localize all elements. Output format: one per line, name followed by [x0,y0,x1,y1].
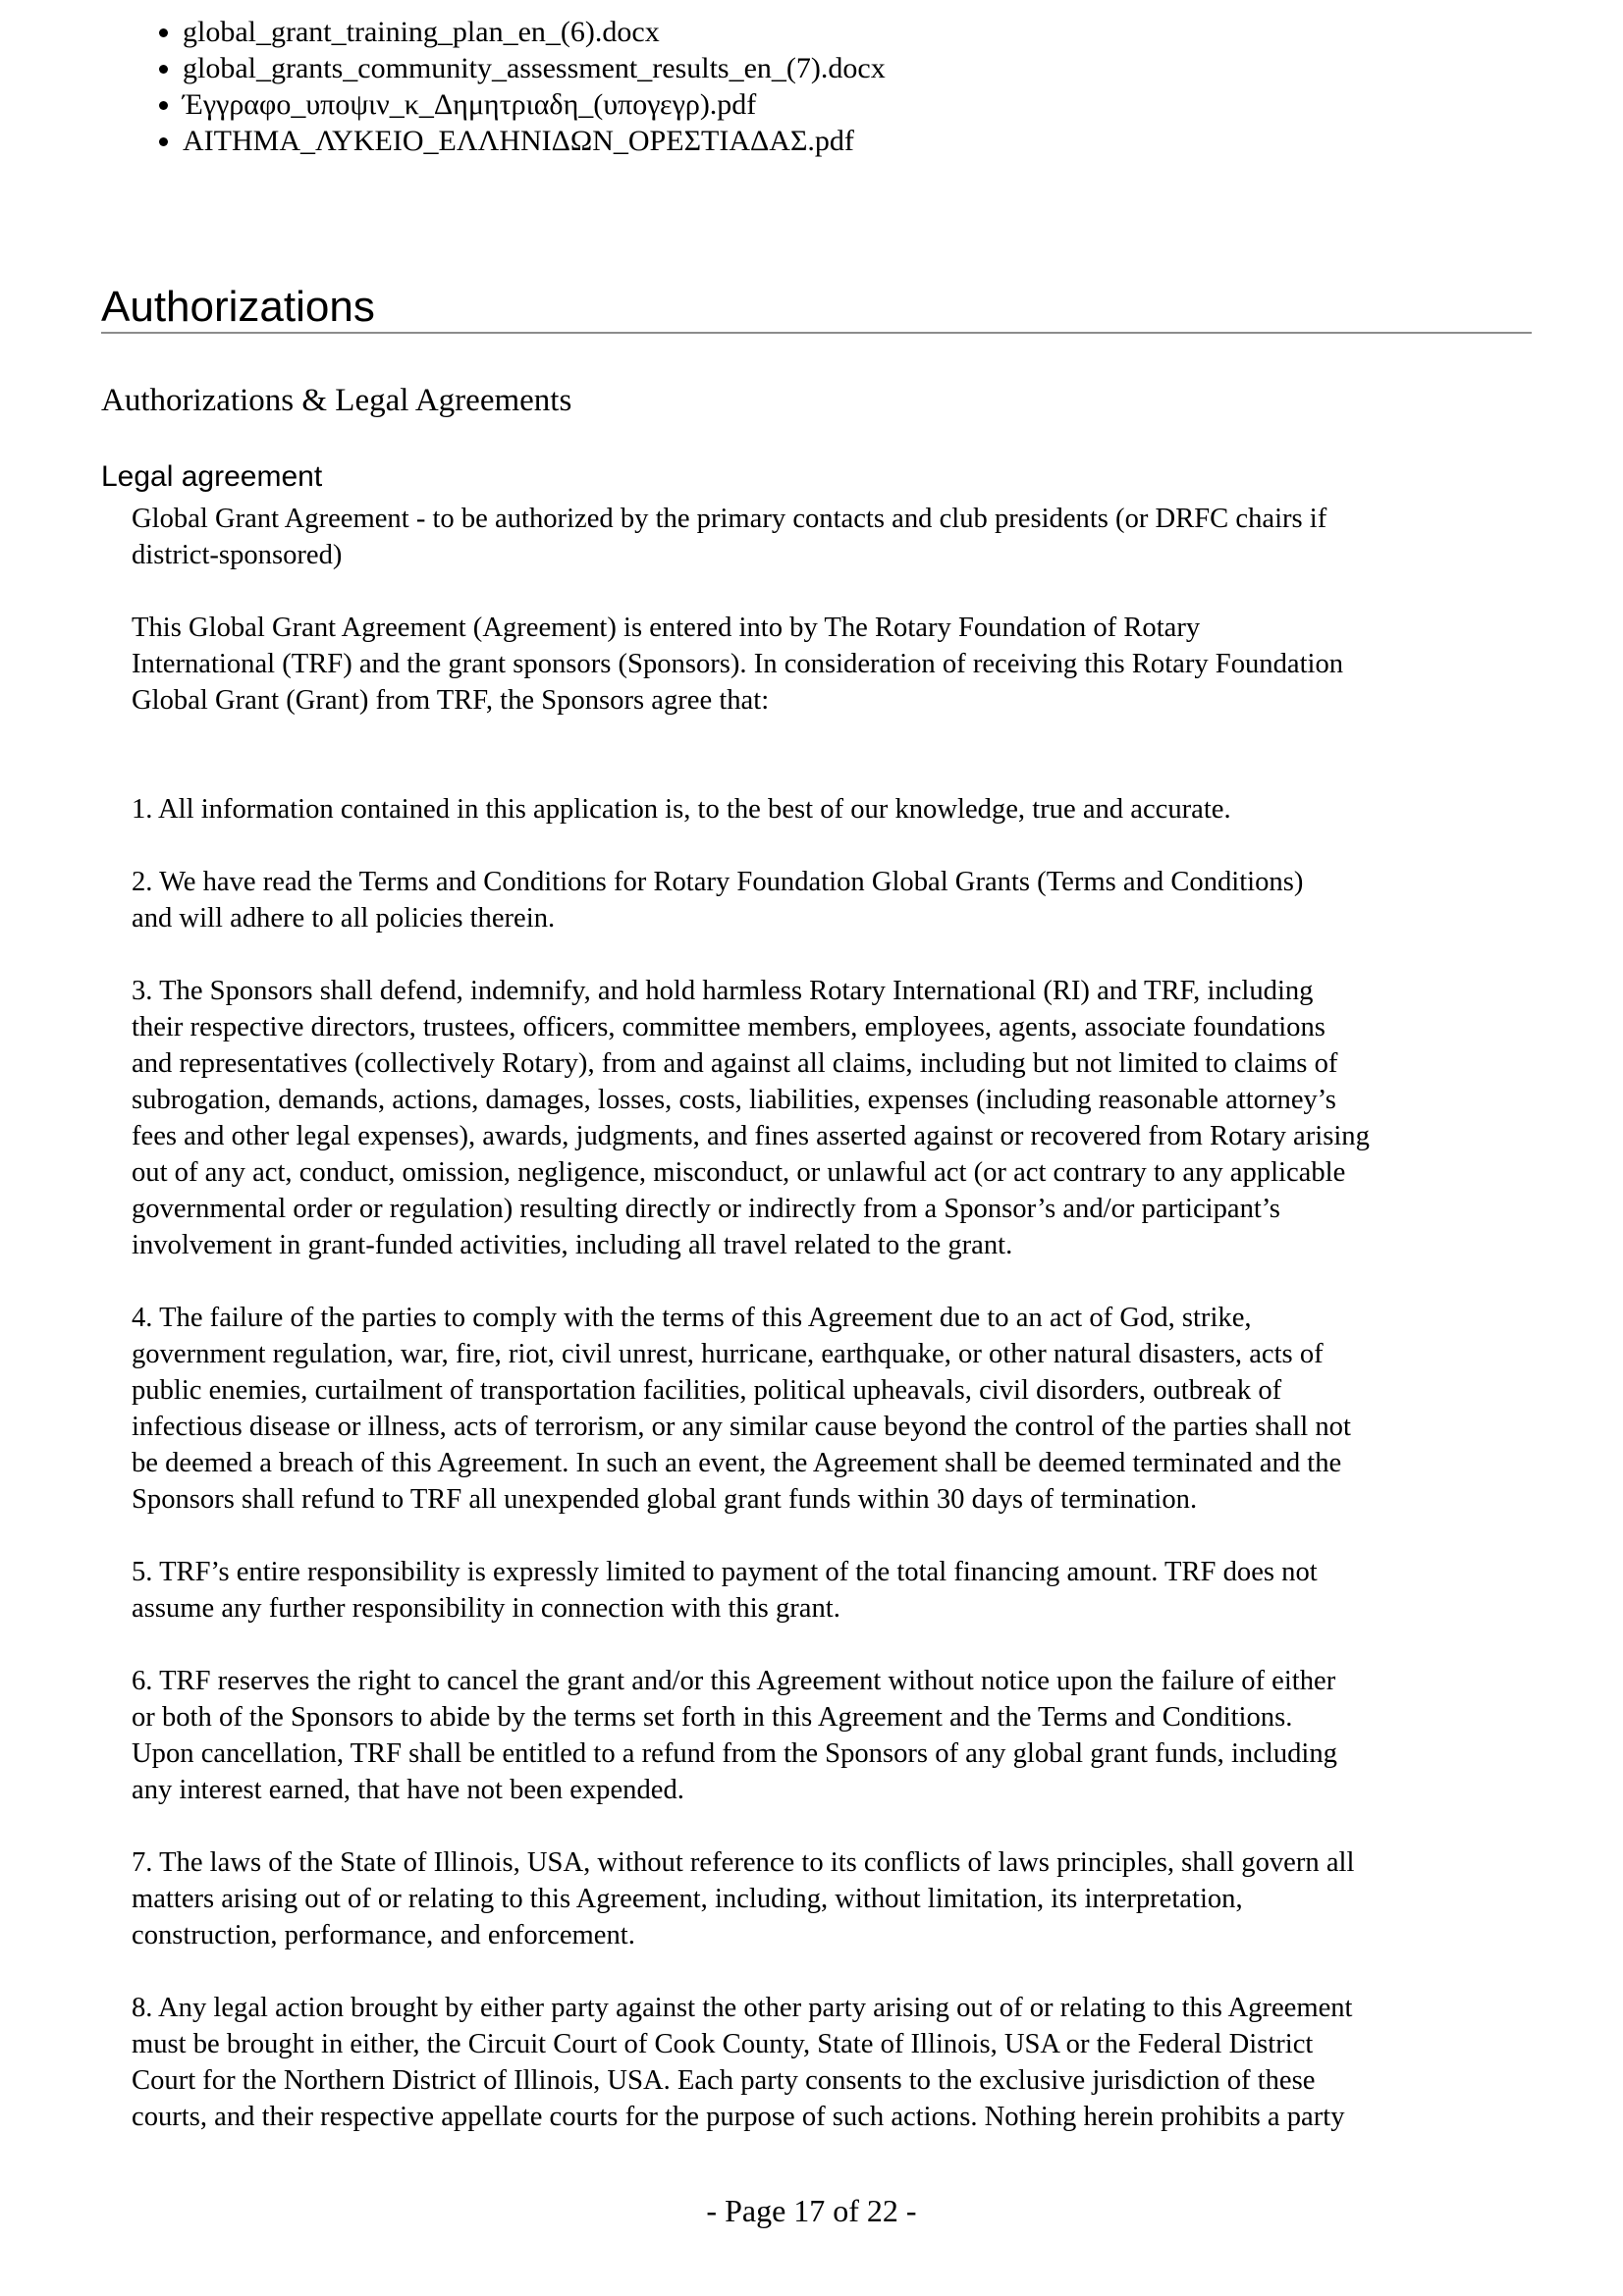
bullet-icon [159,137,168,146]
agreement-clause-6: 6. TRF reserves the right to cancel the grant and/or this Agreement without notice upon the failure of either or both of the Sponsors to abide by the terms set forth in this Agreement and the Terms and Conditions. Upon cancellation, TRF shall be entitled to a refund from the Sponsors of any global grant funds, including any interest earned, that have not been expended. [132,1666,1337,1805]
agreement-clause-8: 8. Any legal action brought by either party against the other party arising out of or relating to this Agreement must be brought in either, the Circuit Court of Cook County, State of Illinois, USA or the Federal District Court for the Northern District of Illinois, USA. Each party consents to the exclusive jurisdiction of these courts, and their respective appellate courts for the purpose of such actions. Nothing herein prohibits a party [132,1993,1353,2132]
bullet-icon [159,65,168,74]
attachment-list [183,14,886,159]
bullet-icon [159,101,168,110]
bullet-icon [159,28,168,37]
attachment-item[interactable] [183,14,886,50]
attachment-filename: ΑΙΤΗΜΑ_ΛΥΚΕΙΟ_ΕΛΛΗΝΙΔΩΝ_ΟΡΕΣΤΙΑΔΑΣ.pdf [183,125,854,157]
attachment-filename: Έγγραφο_υποψιν_κ_Δημητριαδη_(υπογεγρ).pdf [183,88,757,121]
agreement-clause-5: 5. TRF’s entire responsibility is expressly limited to payment of the total financing amount. TRF does not assume any further responsibility in connection with this grant. [132,1557,1318,1624]
agreement-clause-1: 1. All information contained in this application is, to the best of our knowledge, true and accurate. [132,794,1231,825]
legal-agreement-text [132,501,1545,2171]
attachment-filename: global_grant_training_plan_en_(6).docx [183,16,660,48]
agreement-intro-heading: Global Grant Agreement - to be authorized by the primary contacts and club presidents (or DRFC chairs if district-sponsored) [132,504,1327,570]
attachment-item[interactable] [183,86,886,123]
page-number: - Page 17 of 22 - [706,2193,917,2228]
agreement-clause-4: 4. The failure of the parties to comply with the terms of this Agreement due to an act of God, strike, government regulation, war, fire, riot, civil unrest, hurricane, earthquake, or other natural disasters, acts of public enemies, curtailment of transportation facilities, political upheavals, civil disorders, outbreak of infectious disease or illness, acts of terrorism, or any similar cause beyond the control of the parties shall not be deemed a breach of this Agreement. In such an event, the Agreement shall be deemed terminated and the Sponsors shall refund to TRF all unexpended global grant funds within 30 days of termination. [132,1303,1351,1515]
agreement-clause-3: 3. The Sponsors shall defend, indemnify, and hold harmless Rotary International (RI) and TRF, including their respective directors, trustees, officers, committee members, employees, agents, associate foundations and representatives (collectively Rotary), from and against all claims, including but not limited to claims of subrogation, demands, actions, damages, losses, costs, liabilities, expenses (including reasonable attorney’s fees and other legal expenses), awards, judgments, and fines asserted against or recovered from Rotary arising out of any act, conduct, omission, negligence, misconduct, or unlawful act (or act contrary to any applicable governmental order or regulation) resulting directly or indirectly from a Sponsor’s and/or participant’s involvement in grant-funded activities, including all travel related to the grant. [132,976,1370,1260]
subsection-title: Authorizations & Legal Agreements [101,383,572,418]
attachment-item[interactable] [183,50,886,86]
attachment-item[interactable] [183,123,886,159]
legal-agreement-label: Legal agreement [101,460,323,493]
attachment-filename: global_grants_community_assessment_results_en_(7).docx [183,52,886,84]
agreement-intro: This Global Grant Agreement (Agreement) is entered into by The Rotary Foundation of Rotary International (TRF) and the grant sponsors (Sponsors). In consideration of receiving this Rotary Foundation Global Grant (Grant) from TRF, the Sponsors agree that: [132,613,1344,716]
section-title: Authorizations [101,283,1532,334]
agreement-clause-2: 2. We have read the Terms and Conditions for Rotary Foundation Global Grants (Terms and Conditions) and will adhere to all policies therein. [132,867,1304,934]
agreement-clause-7: 7. The laws of the State of Illinois, USA, without reference to its conflicts of laws principles, shall govern all matters arising out of or relating to this Agreement, including, without limitation, its interpretation, construction, performance, and enforcement. [132,1847,1355,1950]
